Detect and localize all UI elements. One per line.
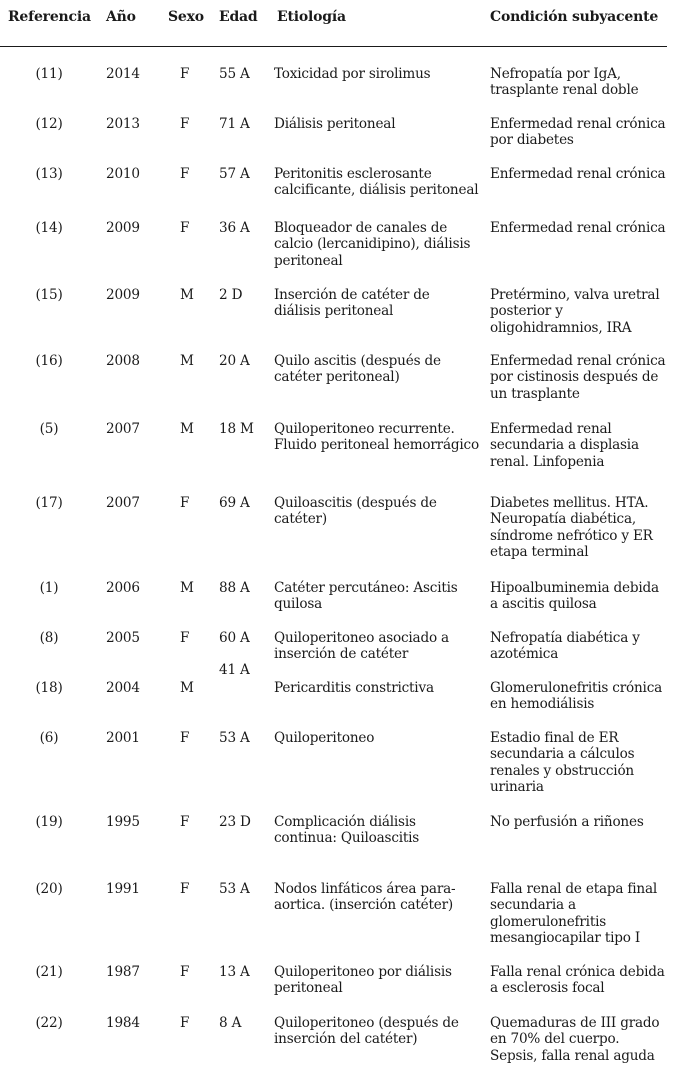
cell-referencia: (13) bbox=[35, 166, 63, 182]
cell-sexo: F bbox=[180, 220, 190, 236]
cell-ano: 2006 bbox=[106, 580, 140, 596]
cell-edad: 2 D bbox=[219, 287, 243, 303]
cell-sexo: F bbox=[180, 66, 190, 82]
cell-referencia: (15) bbox=[35, 287, 63, 303]
cell-condicion: Falla renal crónica debida a esclerosis focal bbox=[490, 964, 665, 997]
cell-edad: 13 A bbox=[219, 964, 250, 980]
cell-condicion: Enfermedad renal crónica bbox=[490, 220, 666, 236]
cell-ano: 2009 bbox=[106, 220, 140, 236]
cell-referencia: (18) bbox=[35, 680, 63, 696]
cell-condicion: Quemaduras de III grado en 70% del cuerpo. Sepsis, falla renal aguda bbox=[490, 1015, 660, 1064]
cell-ano: 2001 bbox=[106, 730, 140, 746]
header-rule bbox=[0, 46, 667, 47]
header-ano: Año bbox=[106, 9, 136, 25]
cell-sexo: F bbox=[180, 495, 190, 511]
cell-referencia: (11) bbox=[35, 66, 63, 82]
cell-ano: 2009 bbox=[106, 287, 140, 303]
header-referencia: Referencia bbox=[8, 9, 91, 25]
cell-condicion: Falla renal de etapa final secundaria a glomerulonefritis mesangiocapilar tipo I bbox=[490, 881, 657, 947]
cell-sexo: F bbox=[180, 630, 190, 646]
cell-condicion: Hipoalbuminemia debida a ascitis quilosa bbox=[490, 580, 659, 613]
cell-condicion: Estadio final de ER secundaria a cálculos renales y obstrucción urinaria bbox=[490, 730, 635, 796]
cell-referencia: (20) bbox=[35, 881, 63, 897]
cell-ano: 1984 bbox=[106, 1015, 140, 1031]
cell-ano: 1987 bbox=[106, 964, 140, 980]
cell-etiologia: Quiloperitoneo bbox=[274, 730, 375, 746]
cell-sexo: M bbox=[180, 353, 194, 369]
cell-sexo: M bbox=[180, 287, 194, 303]
cell-etiologia: Nodos linfáticos área para-aortica. (inserción catéter) bbox=[274, 881, 456, 914]
cell-etiologia: Inserción de catéter de diálisis peritoneal bbox=[274, 287, 430, 320]
cell-referencia: (19) bbox=[35, 814, 63, 830]
cell-etiologia: Quiloperitoneo por diálisis peritoneal bbox=[274, 964, 452, 997]
cell-edad: 36 A bbox=[219, 220, 250, 236]
cell-etiologia: Diálisis peritoneal bbox=[274, 116, 396, 132]
cell-sexo: F bbox=[180, 814, 190, 830]
cell-ano: 2008 bbox=[106, 353, 140, 369]
header-edad: Edad bbox=[219, 9, 258, 25]
cell-ano: 2010 bbox=[106, 166, 140, 182]
cell-condicion: No perfusión a riñones bbox=[490, 814, 644, 830]
cell-etiologia: Pericarditis constrictiva bbox=[274, 680, 434, 696]
cell-sexo: F bbox=[180, 964, 190, 980]
cell-referencia: (14) bbox=[35, 220, 63, 236]
cell-sexo: F bbox=[180, 730, 190, 746]
cell-etiologia: Peritonitis esclerosante calcificante, diálisis peritoneal bbox=[274, 166, 479, 199]
cell-referencia: (12) bbox=[35, 116, 63, 132]
cell-condicion: Glomerulonefritis crónica en hemodiálisis bbox=[490, 680, 663, 713]
cell-condicion: Enfermedad renal crónica bbox=[490, 166, 666, 182]
cell-etiologia: Complicación diálisis continua: Quiloascitis bbox=[274, 814, 420, 847]
cell-ano: 2013 bbox=[106, 116, 140, 132]
cell-etiologia: Quiloperitoneo asociado a inserción de catéter bbox=[274, 630, 449, 663]
cell-referencia: (5) bbox=[39, 421, 59, 437]
cell-ano: 2014 bbox=[106, 66, 140, 82]
cell-edad: 20 A bbox=[219, 353, 250, 369]
cell-etiologia: Quilo ascitis (después de catéter peritoneal) bbox=[274, 353, 441, 386]
cell-ano: 2007 bbox=[106, 421, 140, 437]
cell-edad: 53 A bbox=[219, 881, 250, 897]
cell-ano: 2007 bbox=[106, 495, 140, 511]
cell-referencia: (16) bbox=[35, 353, 63, 369]
cell-edad: 69 A bbox=[219, 495, 250, 511]
cell-sexo: F bbox=[180, 1015, 190, 1031]
cell-sexo: M bbox=[180, 680, 194, 696]
cell-sexo: F bbox=[180, 166, 190, 182]
cell-condicion: Diabetes mellitus. HTA. Neuropatía diabética, síndrome nefrótico y ER etapa terminal bbox=[490, 495, 653, 561]
cell-referencia: (6) bbox=[39, 730, 59, 746]
cell-edad: 53 A bbox=[219, 730, 250, 746]
cell-sexo: F bbox=[180, 116, 190, 132]
cell-condicion: Enfermedad renal secundaria a displasia renal. Linfopenia bbox=[490, 421, 639, 470]
cell-referencia: (1) bbox=[39, 580, 59, 596]
cell-edad: 41 A bbox=[219, 662, 250, 678]
cell-condicion: Enfermedad renal crónica por cistinosis después de un trasplante bbox=[490, 353, 666, 402]
cell-edad: 60 A bbox=[219, 630, 250, 646]
cell-etiologia: Bloqueador de canales de calcio (lercanidipino), diálisis peritoneal bbox=[274, 220, 471, 269]
header-etiologia: Etiología bbox=[277, 9, 346, 25]
cell-ano: 1995 bbox=[106, 814, 140, 830]
cell-etiologia: Quiloperitoneo (después de inserción del catéter) bbox=[274, 1015, 459, 1048]
cell-condicion: Nefropatía diabética y azotémica bbox=[490, 630, 640, 663]
cell-edad: 55 A bbox=[219, 66, 250, 82]
cell-sexo: M bbox=[180, 580, 194, 596]
cell-etiologia: Quiloascitis (después de catéter) bbox=[274, 495, 437, 528]
cell-edad: 57 A bbox=[219, 166, 250, 182]
cell-ano: 1991 bbox=[106, 881, 140, 897]
cell-etiologia: Quiloperitoneo recurrente. Fluido peritoneal hemorrágico bbox=[274, 421, 479, 454]
cell-edad: 18 M bbox=[219, 421, 254, 437]
cell-sexo: F bbox=[180, 881, 190, 897]
cell-referencia: (21) bbox=[35, 964, 63, 980]
cell-condicion: Nefropatía por IgA, trasplante renal doble bbox=[490, 66, 639, 99]
cell-edad: 71 A bbox=[219, 116, 250, 132]
cell-etiologia: Catéter percutáneo: Ascitis quilosa bbox=[274, 580, 458, 613]
cell-edad: 23 D bbox=[219, 814, 251, 830]
cell-ano: 2004 bbox=[106, 680, 140, 696]
cell-edad: 88 A bbox=[219, 580, 250, 596]
header-condicion: Condición subyacente bbox=[490, 9, 659, 25]
cell-condicion: Enfermedad renal crónica por diabetes bbox=[490, 116, 666, 149]
cell-condicion: Pretérmino, valva uretral posterior y oligohidramnios, IRA bbox=[490, 287, 660, 336]
cell-sexo: M bbox=[180, 421, 194, 437]
cell-edad: 8 A bbox=[219, 1015, 242, 1031]
cell-referencia: (17) bbox=[35, 495, 63, 511]
cell-referencia: (22) bbox=[35, 1015, 63, 1031]
cell-referencia: (8) bbox=[39, 630, 59, 646]
header-sexo: Sexo bbox=[168, 9, 204, 25]
cell-ano: 2005 bbox=[106, 630, 140, 646]
cell-etiologia: Toxicidad por sirolimus bbox=[274, 66, 431, 82]
